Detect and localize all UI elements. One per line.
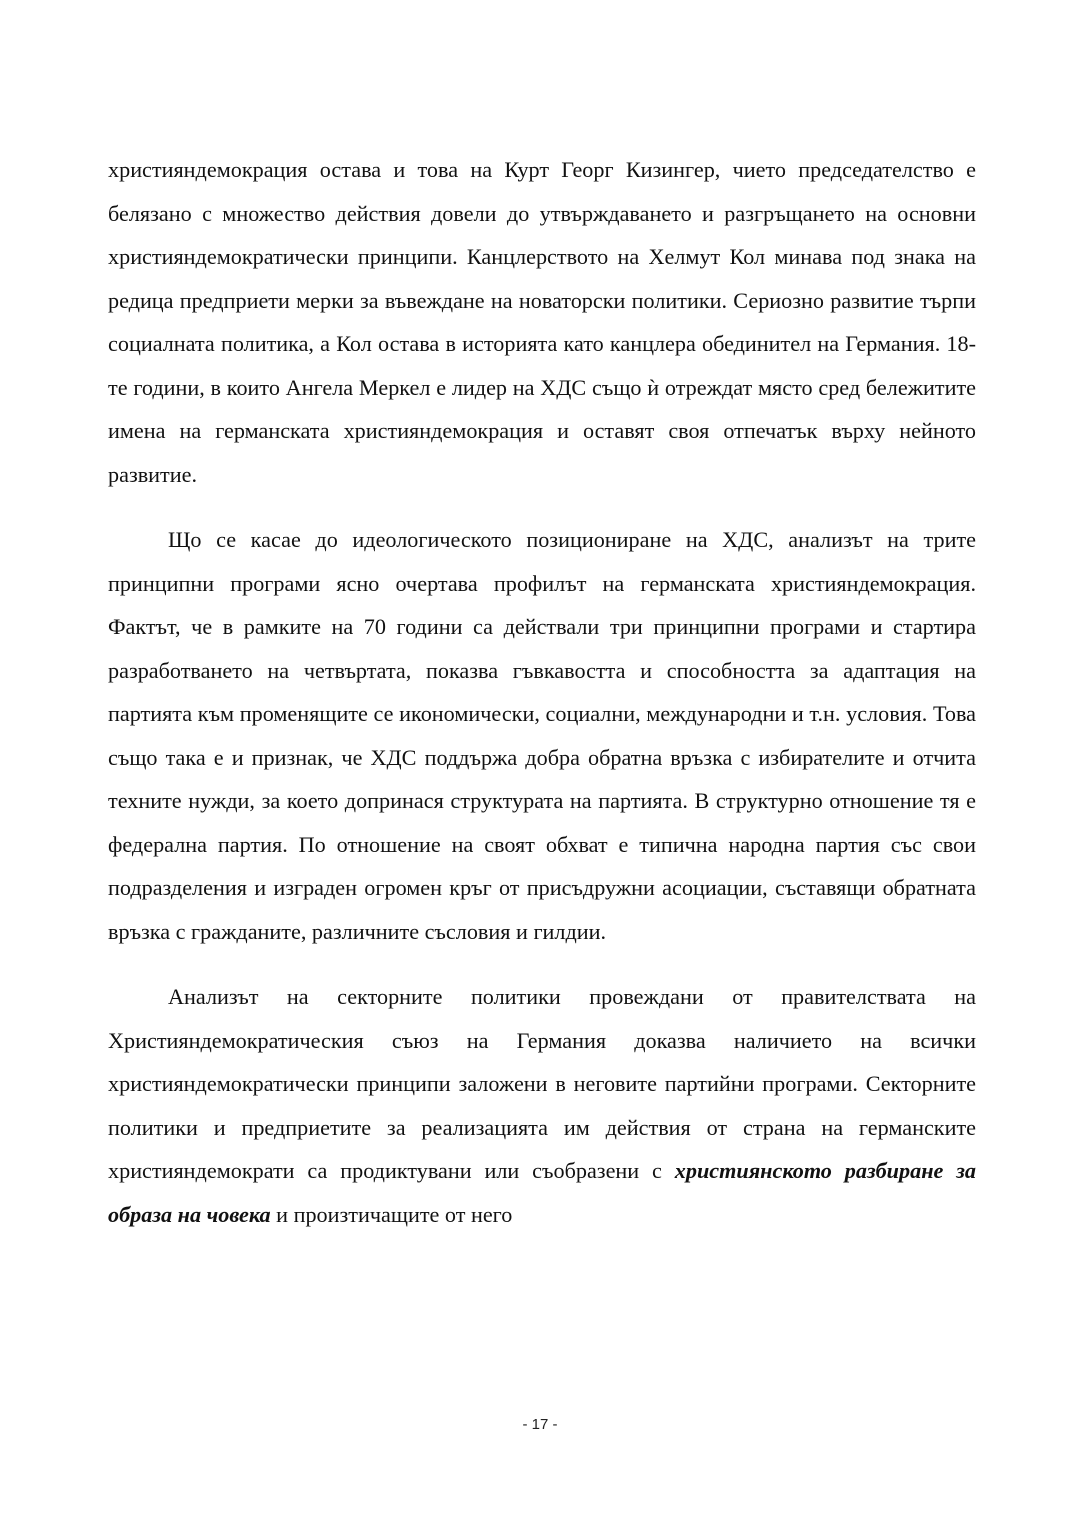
paragraph-3-text-end: и произтичащите от него xyxy=(270,1201,513,1227)
paragraph-3 xyxy=(108,975,976,1236)
document-body xyxy=(108,148,976,1236)
page-number: - 17 - xyxy=(522,1416,558,1433)
paragraph-3-text-start: Анализът на секторните политики провеждани от правителствата на Християндемократическия съюз на Германия доказва наличието на всички християндемократически принципи заложени в неговите партийни програми. Секторните политики и предприетите за реализацията им действия от страна на германските християндемократи са продиктувани или съобразени с xyxy=(108,984,976,1183)
paragraph-2: Що се касае до идеологическото позициониране на ХДС, анализът на трите принципни програми ясно очертава профилът на германската християндемокрация. Фактът, че в рамките на 70 години са действали три принципни програми и стартира разработването на четвъртата, показва гъвкавостта и способността за адаптация на партията към променящите се икономически, социални, международни и т.н. условия. Това също така е и признак, че ХДС поддържа добра обратна връзка с избирателите и отчита техните нужди, за което допринася структурата на партията. В структурно отношение тя е федерална партия. По отношение на своят обхват е типична народна партия със свои подразделения и изграден огромен кръг от присъдружни асоциации, съставящи обратната връзка с гражданите, различните съсловия и гилдии. xyxy=(108,527,976,944)
paragraph-3-emphasis: християнското разбиране за образа на човека xyxy=(108,1158,976,1227)
paragraph-1: християндемокрация остава и това на Курт Георг Кизингер, чието председателство е белязано с множество действия довели до утвърждаването и разгръщането на основни християндемократически принципи. Канцлерството на Хелмут Кол минава под знака на редица предприети мерки за въвеждане на новаторски политики. Сериозно развитие търпи социалната политика, а Кол остава в историята като канцлера обединител на Германия. 18-те години, в които Ангела Меркел е лидер на ХДС също ѝ отреждат място сред бележитите имена на германската християндемокрация и оставят своя отпечатък върху нейното развитие. xyxy=(108,157,976,487)
